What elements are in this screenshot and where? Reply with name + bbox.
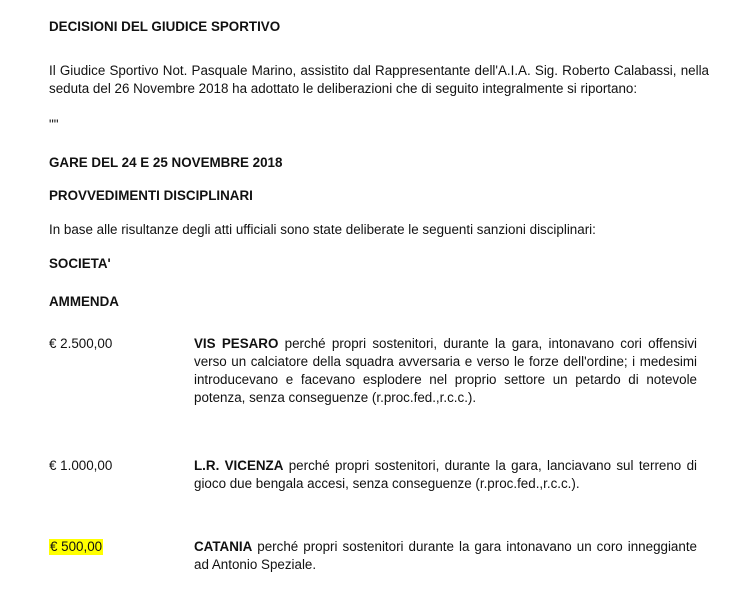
sanction-amount: € 2.500,00 [49,336,113,351]
matches-heading: GARE DEL 24 E 25 NOVEMBRE 2018 [49,155,283,170]
disciplinary-heading: PROVVEDIMENTI DISCIPLINARI [49,188,253,203]
sanction-team: CATANIA [194,539,253,554]
sanction-team: VIS PESARO [194,336,279,351]
sanction-amount-highlighted [49,538,103,556]
sanction-description [194,457,697,493]
sanction-text: perché propri sostenitori, durante la gara, intonavano cori offensivi verso un calciatore della squadra avversaria e verso le forze dell'ordine; i medesimi introducevano e facevano esplodere nel proprio settore un petardo di notevole potenza, senza conseguenze (r.proc.fed.,r.c.c.). [194,336,698,405]
highlighted-amount: € 500,00 [50,539,103,554]
sanction-text: perché propri sostenitori durante la gara intonavano un coro inneggiante ad Antonio Speziale. [194,539,697,572]
intro-paragraph: Il Giudice Sportivo Not. Pasquale Marino, assistito dal Rappresentante dell'A.I.A. Sig. Roberto Calabassi, nella seduta del 26 Novembre 2018 ha adottato le deliberazioni che di seguito integralmente si riportano: [49,63,709,96]
clubs-heading: SOCIETA' [49,256,111,271]
fine-heading: AMMENDA [49,294,119,309]
sanction-description [194,335,697,407]
quotes-marker: "" [49,117,59,132]
basis-text: In base alle risultanze degli atti ufficiali sono state deliberate le seguenti sanzioni disciplinari: [49,222,596,237]
sanction-description [194,538,697,574]
sanction-amount: € 1.000,00 [49,458,113,473]
sanction-team: L.R. VICENZA [194,458,284,473]
page-title: DECISIONI DEL GIUDICE SPORTIVO [49,19,281,34]
sanction-text: perché propri sostenitori, durante la gara, lanciavano sul terreno di gioco due bengala accesi, senza conseguenze (r.proc.fed.,r.c.c.). [194,458,697,491]
